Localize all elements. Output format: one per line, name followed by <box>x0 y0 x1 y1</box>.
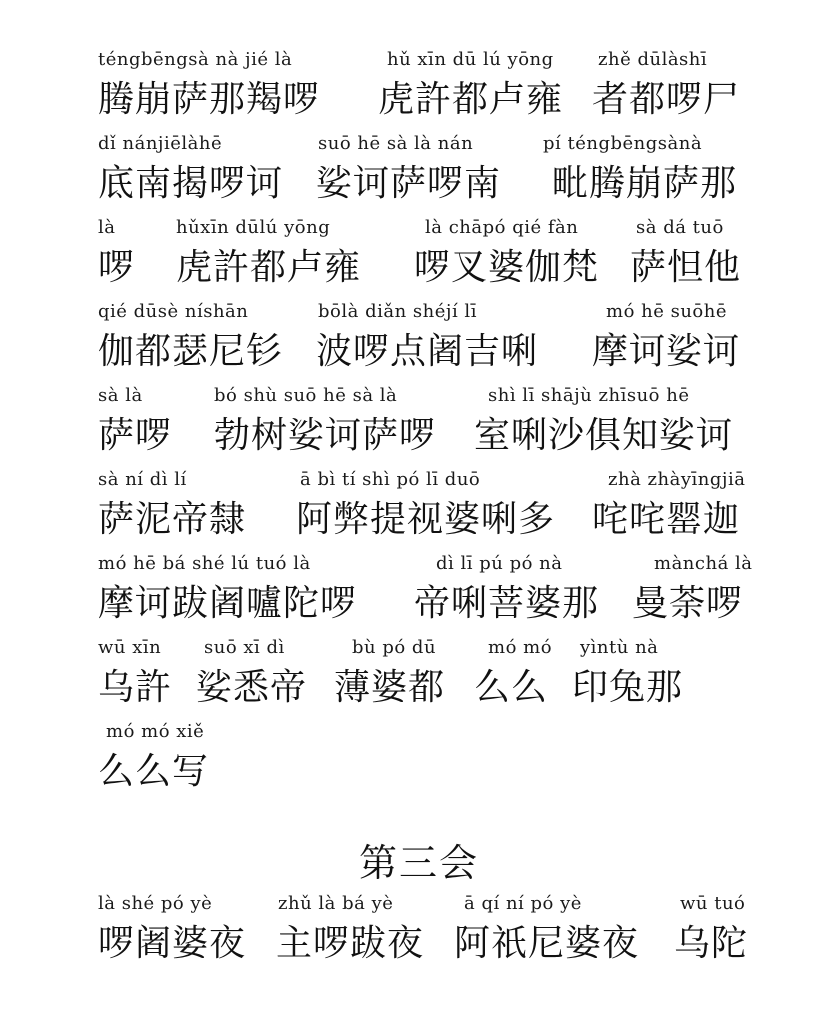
pinyin-line: mó mó xiě <box>106 721 205 742</box>
hanzi-line: 娑悉帝 <box>196 667 308 708</box>
hanzi-line: 摩诃跋阇嚧陀啰 <box>98 583 358 624</box>
hanzi-line: 啰阇婆夜 <box>98 923 247 964</box>
pinyin-line: bó shù suō hē sà là <box>214 385 398 406</box>
pinyin-line: là <box>98 217 116 238</box>
hanzi-line: 咤咤罂迦 <box>592 499 741 540</box>
pinyin-line: zhǔ là bá yè <box>278 893 394 914</box>
hanzi-line: 伽都瑟尼钐 <box>98 331 284 372</box>
pinyin-line: qié dūsè níshān <box>98 301 249 322</box>
pinyin-line: zhě dūlàshī <box>598 49 708 70</box>
pinyin-line: wū xīn <box>98 637 162 658</box>
hanzi-line: 薄婆都 <box>334 667 446 708</box>
hanzi-line: 么么写 <box>98 751 210 792</box>
hanzi-line: 虎許都卢雍 <box>378 79 564 120</box>
hanzi-line: 娑诃萨啰南 <box>316 163 502 204</box>
hanzi-line: 印兔那 <box>572 667 684 708</box>
pinyin-line: téngbēngsà nà jié là <box>98 49 293 70</box>
pinyin-line: mànchá là <box>654 553 753 574</box>
pinyin-line: ā qí ní pó yè <box>464 893 582 914</box>
pinyin-line: là chāpó qié fàn <box>425 217 579 238</box>
pinyin-line: bōlà diǎn shéjí lī <box>318 301 477 322</box>
pinyin-line: zhà zhàyīngjiā <box>608 469 746 490</box>
hanzi-line: 阿祇尼婆夜 <box>454 923 640 964</box>
pinyin-line: ā bì tí shì pó lī duō <box>300 469 481 490</box>
hanzi-line: 啰 <box>98 247 136 288</box>
hanzi-line: 阿弊提视婆唎多 <box>296 499 556 540</box>
hanzi-line: 萨怛他 <box>630 247 742 288</box>
hanzi-line: 乌許 <box>98 667 173 708</box>
hanzi-line: 摩诃娑诃 <box>592 331 741 372</box>
pinyin-line: pí téngbēngsànà <box>543 133 703 154</box>
hanzi-line: 主啰跋夜 <box>276 923 425 964</box>
pinyin-line: dǐ nánjiēlàhē <box>98 133 223 154</box>
pinyin-line: mó hē bá shé lú tuó là <box>98 553 311 574</box>
pinyin-line: sà ní dì lí <box>98 469 187 490</box>
hanzi-line: 波啰点阇吉唎 <box>316 331 539 372</box>
hanzi-line: 毗腾崩萨那 <box>552 163 738 204</box>
pinyin-line: hǔxīn dūlú yōng <box>176 217 331 238</box>
pinyin-line: bù pó dū <box>352 637 437 658</box>
pinyin-line: suō hē sà là nán <box>318 133 474 154</box>
hanzi-line: 帝唎菩婆那 <box>414 583 600 624</box>
hanzi-line: 萨啰 <box>98 415 173 456</box>
hanzi-line: 勃树娑诃萨啰 <box>214 415 437 456</box>
pinyin-line: mó mó <box>488 637 553 658</box>
section-title: 第三会 <box>358 841 479 885</box>
hanzi-line: 乌陀 <box>674 923 749 964</box>
pinyin-line: wū tuó <box>680 893 746 914</box>
pinyin-line: hǔ xīn dū lú yōng <box>387 49 554 70</box>
pinyin-line: sà là <box>98 385 143 406</box>
pinyin-line: là shé pó yè <box>98 893 213 914</box>
hanzi-line: 虎許都卢雍 <box>176 247 362 288</box>
pinyin-line: suō xī dì <box>204 637 285 658</box>
hanzi-line: 腾崩萨那羯啰 <box>98 79 321 120</box>
pinyin-line: yìntù nà <box>580 637 659 658</box>
hanzi-line: 啰叉婆伽梵 <box>414 247 600 288</box>
hanzi-line: 者都啰尸 <box>592 79 741 120</box>
pinyin-line: sà dá tuō <box>636 217 724 238</box>
hanzi-line: 曼荼啰 <box>632 583 744 624</box>
pinyin-line: mó hē suōhē <box>606 301 728 322</box>
hanzi-line: 底南揭啰诃 <box>98 163 284 204</box>
hanzi-line: 室唎沙俱知娑诃 <box>474 415 734 456</box>
hanzi-line: 么么 <box>474 667 549 708</box>
pinyin-line: shì lī shājù zhīsuō hē <box>488 385 690 406</box>
hanzi-line: 萨泥帝隸 <box>98 499 247 540</box>
pinyin-line: dì lī pú pó nà <box>436 553 563 574</box>
